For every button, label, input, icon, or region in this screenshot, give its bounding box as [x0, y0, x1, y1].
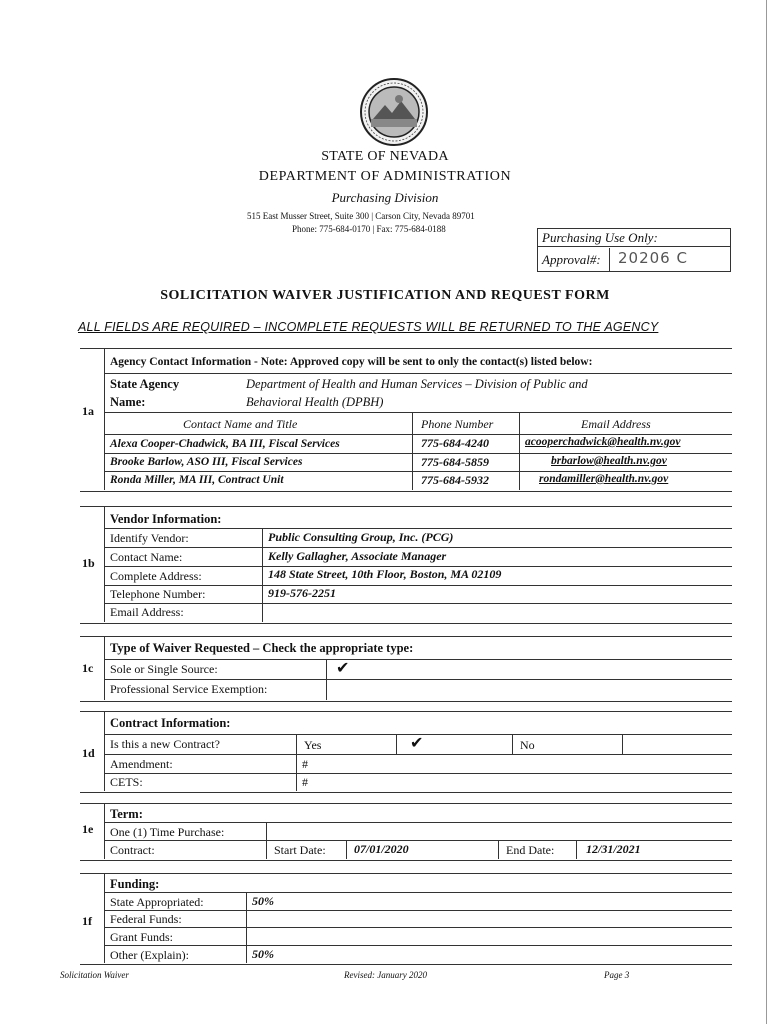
funding-label: Other (Explain): [110, 948, 189, 962]
cets-number[interactable]: # [302, 775, 308, 789]
phone-fax: Phone: 775-684-0170 | Fax: 775-684-0188 [292, 224, 446, 234]
department-name: DEPARTMENT OF ADMINISTRATION [258, 169, 512, 184]
sole-source-checkbox[interactable]: ✔ [336, 658, 350, 677]
funding-label: Federal Funds: [110, 912, 182, 926]
vendor-field-value: Kelly Gallagher, Associate Manager [268, 549, 447, 563]
contact-name: Alexa Cooper-Chadwick, BA III, Fiscal Services [110, 438, 340, 450]
contract-info-heading: Contract Information: [110, 716, 231, 730]
footer-page: Page 3 [604, 970, 630, 980]
approval-number: 20206 C [618, 249, 688, 267]
amendment-number[interactable]: # [302, 757, 308, 771]
contact-name: Brooke Barlow, ASO III, Fiscal Services [110, 456, 303, 468]
no-label: No [520, 738, 535, 752]
section-id-1f: 1f [82, 914, 92, 928]
vendor-field-label: Complete Address: [110, 569, 202, 583]
agency-name-label-2: Name: [110, 395, 146, 409]
approval-label: Approval#: [538, 248, 610, 271]
new-contract-label: Is this a new Contract? [110, 737, 220, 751]
division-name: Purchasing Division [331, 190, 439, 205]
contact-email[interactable]: rondamiller@health.nv.gov [539, 473, 669, 485]
vendor-field-value: Public Consulting Group, Inc. (PCG) [268, 530, 454, 544]
section-id-1a: 1a [82, 404, 94, 418]
professional-exemption-label: Professional Service Exemption: [110, 682, 268, 696]
end-date-label: End Date: [506, 843, 555, 857]
contact-phone: 775-684-5859 [421, 455, 489, 469]
term-heading: Term: [110, 807, 143, 821]
agency-name-label-1: State Agency [110, 377, 180, 391]
purchasing-use-label: Purchasing Use Only: [538, 229, 730, 247]
cets-label: CETS: [110, 775, 143, 789]
yes-label: Yes [304, 738, 322, 752]
vendor-field-value: 148 State Street, 10th Floor, Boston, MA 02109 [268, 567, 502, 581]
one-time-purchase-label: One (1) Time Purchase: [110, 825, 225, 839]
footer-revised: Revised: January 2020 [344, 970, 427, 980]
contact-phone: 775-684-5932 [421, 473, 489, 487]
vendor-info-heading: Vendor Information: [110, 512, 222, 526]
vendor-field-label: Email Address: [110, 605, 184, 619]
yes-checkbox[interactable]: ✔ [410, 733, 424, 752]
sole-source-label: Sole or Single Source: [110, 662, 218, 676]
funding-label: State Appropriated: [110, 895, 204, 909]
section-id-1c: 1c [82, 661, 94, 675]
purchasing-use-box [537, 228, 731, 272]
contact-phone: 775-684-4240 [421, 436, 489, 450]
vendor-field-value: 919-576-2251 [268, 586, 336, 600]
vendor-field-label: Telephone Number: [110, 587, 206, 601]
state-seal-icon [359, 77, 429, 147]
footer-form-name: Solicitation Waiver [60, 970, 129, 980]
section-id-1d: 1d [82, 746, 95, 760]
contact-email[interactable]: brbarlow@health.nv.gov [551, 455, 667, 467]
start-date-label: Start Date: [274, 843, 326, 857]
contact-name: Ronda Miller, MA III, Contract Unit [110, 474, 284, 486]
col-email-address: Email Address [581, 417, 651, 431]
end-date-value[interactable]: 12/31/2021 [586, 842, 641, 856]
funding-heading: Funding: [110, 877, 160, 891]
agency-contact-heading: Agency Contact Information - Note: Approved copy will be sent to only the contact(s) listed below: [110, 356, 593, 368]
contract-term-label: Contract: [110, 843, 155, 857]
no-checkbox[interactable] [630, 736, 660, 752]
section-id-1b: 1b [82, 556, 95, 570]
funding-value[interactable]: 50% [252, 947, 274, 961]
professional-exemption-checkbox[interactable] [336, 680, 366, 696]
start-date-value[interactable]: 07/01/2020 [354, 842, 409, 856]
contact-email[interactable]: acooperchadwick@health.nv.gov [525, 436, 681, 448]
col-contact-name: Contact Name and Title [183, 417, 298, 431]
funding-label: Grant Funds: [110, 930, 173, 944]
agency-name-value-1: Department of Health and Human Services – Division of Public and [246, 377, 588, 391]
col-phone-number: Phone Number [421, 417, 494, 431]
address: 515 East Musser Street, Suite 300 | Carson City, Nevada 89701 [247, 211, 475, 221]
vendor-field-label: Identify Vendor: [110, 531, 189, 545]
agency-name-value-2: Behavioral Health (DPBH) [246, 395, 384, 409]
vendor-field-label: Contact Name: [110, 550, 183, 564]
amendment-label: Amendment: [110, 757, 173, 771]
waiver-type-heading: Type of Waiver Requested – Check the appropriate type: [110, 641, 414, 655]
required-notice: ALL FIELDS ARE REQUIRED – INCOMPLETE REQUESTS WILL BE RETURNED TO THE AGENCY [78, 320, 659, 334]
funding-value[interactable]: 50% [252, 894, 274, 908]
state-name: STATE OF NEVADA [321, 149, 449, 164]
form-title: SOLICITATION WAIVER JUSTIFICATION AND REQUEST FORM [160, 288, 610, 303]
section-id-1e: 1e [82, 822, 94, 836]
